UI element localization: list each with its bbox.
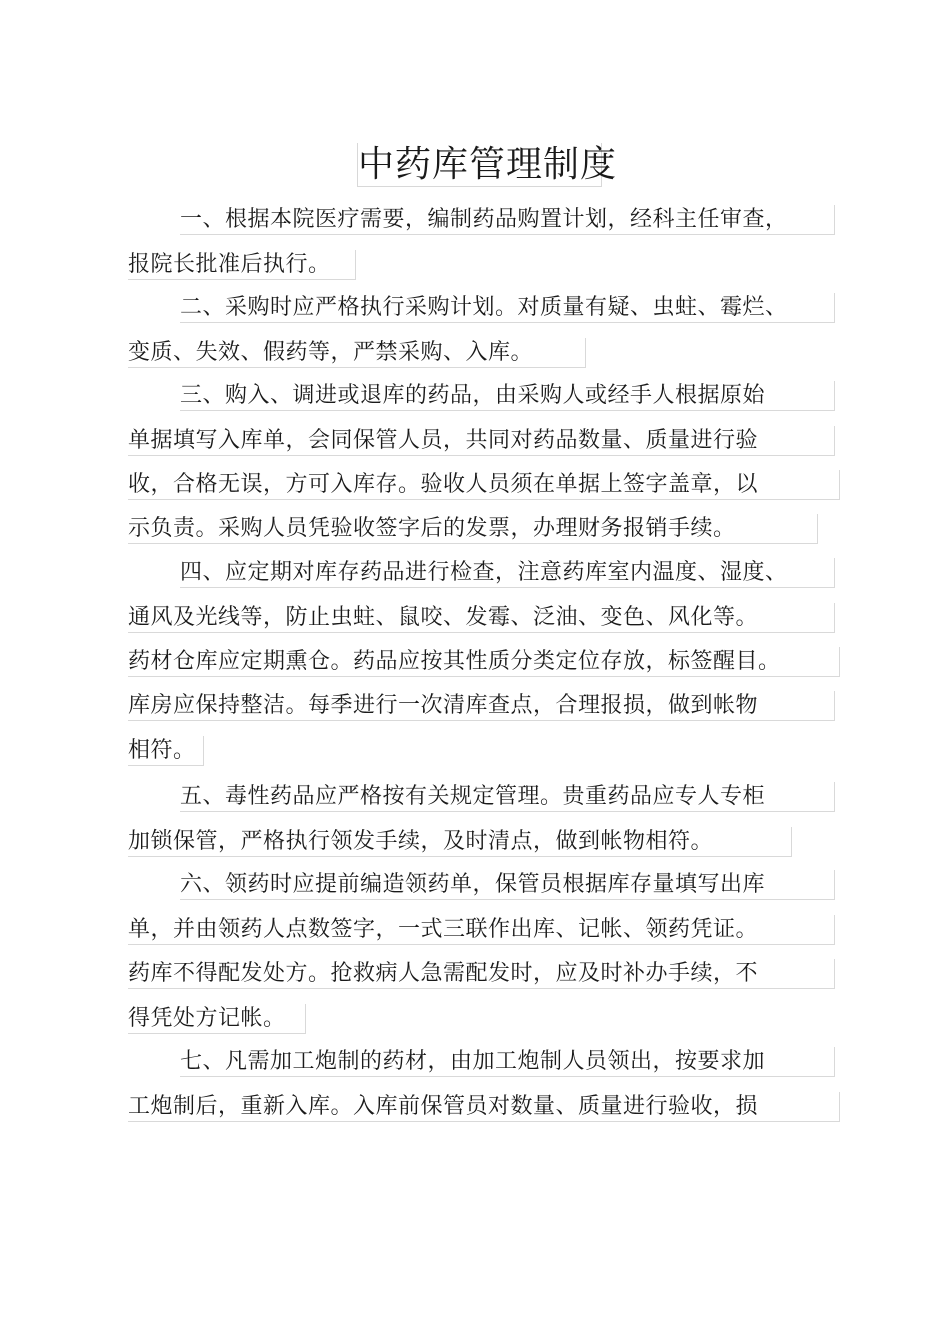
paragraph-2-line-1: 二、采购时应严格执行采购计划。对质量有疑、虫蛀、霉烂、 (180, 293, 835, 323)
paragraph-3-line-4: 示负责。采购人员凭验收签字后的发票，办理财务报销手续。 (128, 514, 818, 544)
paragraph-6-line-4: 得凭处方记帐。 (128, 1004, 306, 1034)
paragraph-3-line-2: 单据填写入库单，会同保管人员，共同对药品数量、质量进行验 (128, 426, 835, 456)
paragraph-3-line-3: 收，合格无误，方可入库存。验收人员须在单据上签字盖章，以 (128, 470, 840, 500)
paragraph-4-line-5: 相符。 (128, 736, 204, 766)
paragraph-7-line-1: 七、凡需加工炮制的药材，由加工炮制人员领出，按要求加 (180, 1047, 835, 1077)
document-title: 中药库管理制度 (358, 144, 618, 185)
paragraph-3-line-1: 三、购入、调进或退库的药品，由采购人或经手人根据原始 (180, 381, 835, 411)
paragraph-2-line-2: 变质、失效、假药等，严禁采购、入库。 (128, 338, 586, 368)
paragraph-4-line-1: 四、应定期对库存药品进行检查，注意药库室内温度、湿度、 (180, 558, 835, 588)
paragraph-6-line-3: 药库不得配发处方。抢救病人急需配发时，应及时补办手续，不 (128, 959, 835, 989)
paragraph-1-line-2: 报院长批准后执行。 (128, 250, 356, 280)
paragraph-4-line-2: 通风及光线等，防止虫蛀、鼠咬、发霉、泛油、变色、风化等。 (128, 603, 835, 633)
paragraph-7-line-2: 工炮制后，重新入库。入库前保管员对数量、质量进行验收，损 (128, 1092, 840, 1122)
paragraph-6-line-1: 六、领药时应提前编造领药单，保管员根据库存量填写出库 (180, 870, 835, 900)
paragraph-4-line-3: 药材仓库应定期熏仓。药品应按其性质分类定位存放，标签醒目。 (128, 647, 840, 677)
paragraph-5-line-1: 五、毒性药品应严格按有关规定管理。贵重药品应专人专柜 (180, 782, 835, 812)
paragraph-5-line-2: 加锁保管，严格执行领发手续，及时清点，做到帐物相符。 (128, 827, 792, 857)
paragraph-1-line-1: 一、根据本院医疗需要，编制药品购置计划，经科主任审查， (180, 205, 835, 235)
paragraph-4-line-4: 库房应保持整洁。每季进行一次清库查点，合理报损，做到帐物 (128, 691, 835, 721)
paragraph-6-line-2: 单，并由领药人点数签字，一式三联作出库、记帐、领药凭证。 (128, 915, 835, 945)
